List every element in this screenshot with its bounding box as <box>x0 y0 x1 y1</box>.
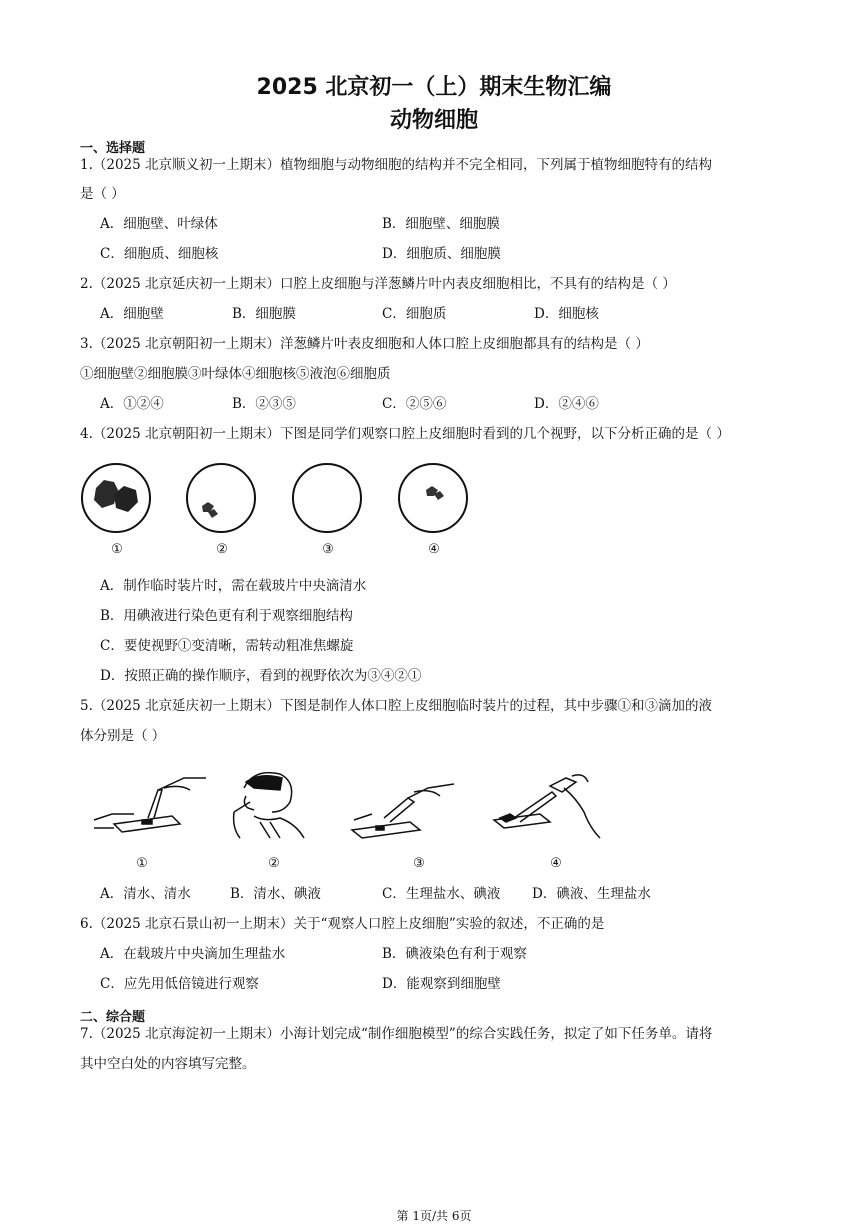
q5-option-c: C．生理盐水、碘液 <box>382 886 501 902</box>
field-label-1: ① <box>111 542 123 557</box>
q1-option-b: B．细胞壁、细胞膜 <box>382 216 500 232</box>
q2-option-b: B．细胞膜 <box>232 306 296 322</box>
q2-option-a: A．细胞壁 <box>100 306 164 322</box>
q4-option-d: D．按照正确的操作顺序，看到的视野依次为③④②① <box>100 668 422 684</box>
step-label-3: ③ <box>413 856 425 871</box>
q5-stem-line2: 体分别是（ ） <box>80 728 166 744</box>
document-title: 2025 北京初一（上）期末生物汇编 <box>256 75 612 100</box>
q4-option-b: B．用碘液进行染色更有利于观察细胞结构 <box>100 608 353 624</box>
q7-stem-line2: 其中空白处的内容填写完整。 <box>80 1056 256 1072</box>
q4-option-a: A．制作临时装片时，需在载玻片中央滴清水 <box>100 578 367 594</box>
field-label-3: ③ <box>322 542 334 557</box>
field-label-4: ④ <box>428 542 440 557</box>
field-3-empty-icon <box>293 464 361 532</box>
page-footer: 第 1页/共 6页 <box>396 1209 472 1223</box>
q2-option-d: D．细胞核 <box>534 306 599 322</box>
slide-procedure-figure <box>84 768 604 848</box>
q3-option-c: C．②⑤⑥ <box>382 396 447 412</box>
q5-option-b: B．清水、碘液 <box>230 886 321 902</box>
field-4-cells-icon <box>399 464 467 532</box>
q6-option-b: B．碘液染色有利于观察 <box>382 946 527 962</box>
q3-stem-line1: 3.（2025 北京朝阳初一上期末）洋葱鳞片叶表皮细胞和人体口腔上皮细胞都具有的结构是（ ） <box>80 336 649 352</box>
q6-option-a: A．在载玻片中央滴加生理盐水 <box>100 946 286 962</box>
q1-stem-line1: 1.（2025 北京顺义初一上期末）植物细胞与动物细胞的结构并不完全相同，下列属于植物细胞特有的结构 <box>80 157 713 173</box>
q6-stem: 6.（2025 北京石景山初一上期末）关于“观察人口腔上皮细胞”实验的叙述，不正确的是 <box>80 916 605 932</box>
section-heading-choice: 一、选择题 <box>80 141 146 156</box>
q3-stem-line2: ①细胞壁②细胞膜③叶绿体④细胞核⑤液泡⑥细胞质 <box>80 366 391 382</box>
q2-stem: 2.（2025 北京延庆初一上期末）口腔上皮细胞与洋葱鳞片叶内表皮细胞相比，不具有的结构是（ ） <box>80 276 676 292</box>
q1-option-d: D．细胞质、细胞膜 <box>382 246 501 262</box>
q5-option-a: A．清水、清水 <box>100 886 191 902</box>
step-label-1: ① <box>136 856 148 871</box>
step-2-boy-icon <box>234 773 304 838</box>
q3-option-a: A．①②④ <box>100 396 164 412</box>
q4-option-c: C．要使视野①变清晰，需转动粗准焦螺旋 <box>100 638 354 654</box>
q3-option-d: D．②④⑥ <box>534 396 599 412</box>
field-2-small-cells-icon <box>187 464 255 532</box>
q6-option-c: C．应先用低倍镜进行观察 <box>100 976 259 992</box>
step-1-dropper-icon <box>94 778 206 832</box>
step-4-tweezers-icon <box>494 775 600 838</box>
q5-stem-line1: 5.（2025 北京延庆初一上期末）下图是制作人体口腔上皮细胞临时装片的过程，其中步骤①和③滴加的液 <box>80 698 713 714</box>
q1-option-a: A．细胞壁、叶绿体 <box>100 216 218 232</box>
document-subtitle: 动物细胞 <box>389 108 478 133</box>
step-3-dropper-icon <box>352 784 454 838</box>
q1-stem-line2: 是（ ） <box>80 186 125 202</box>
microscope-fields-figure <box>78 460 478 540</box>
q5-option-d: D．碘液、生理盐水 <box>532 886 651 902</box>
step-label-2: ② <box>268 856 280 871</box>
q1-option-c: C．细胞质、细胞核 <box>100 246 219 262</box>
q2-option-c: C．细胞质 <box>382 306 447 322</box>
field-1-blurry-icon <box>82 464 150 532</box>
section-heading-comprehensive: 二、综合题 <box>80 1010 146 1025</box>
q7-stem-line1: 7.（2025 北京海淀初一上期末）小海计划完成“制作细胞模型”的综合实践任务，拟定了如下任务单。请将 <box>80 1026 713 1042</box>
q6-option-d: D．能观察到细胞壁 <box>382 976 501 992</box>
field-label-2: ② <box>216 542 228 557</box>
q3-option-b: B．②③⑤ <box>232 396 296 412</box>
q4-stem: 4.（2025 北京朝阳初一上期末）下图是同学们观察口腔上皮细胞时看到的几个视野，以下分析正确的是（ ） <box>80 426 730 442</box>
step-label-4: ④ <box>550 856 562 871</box>
